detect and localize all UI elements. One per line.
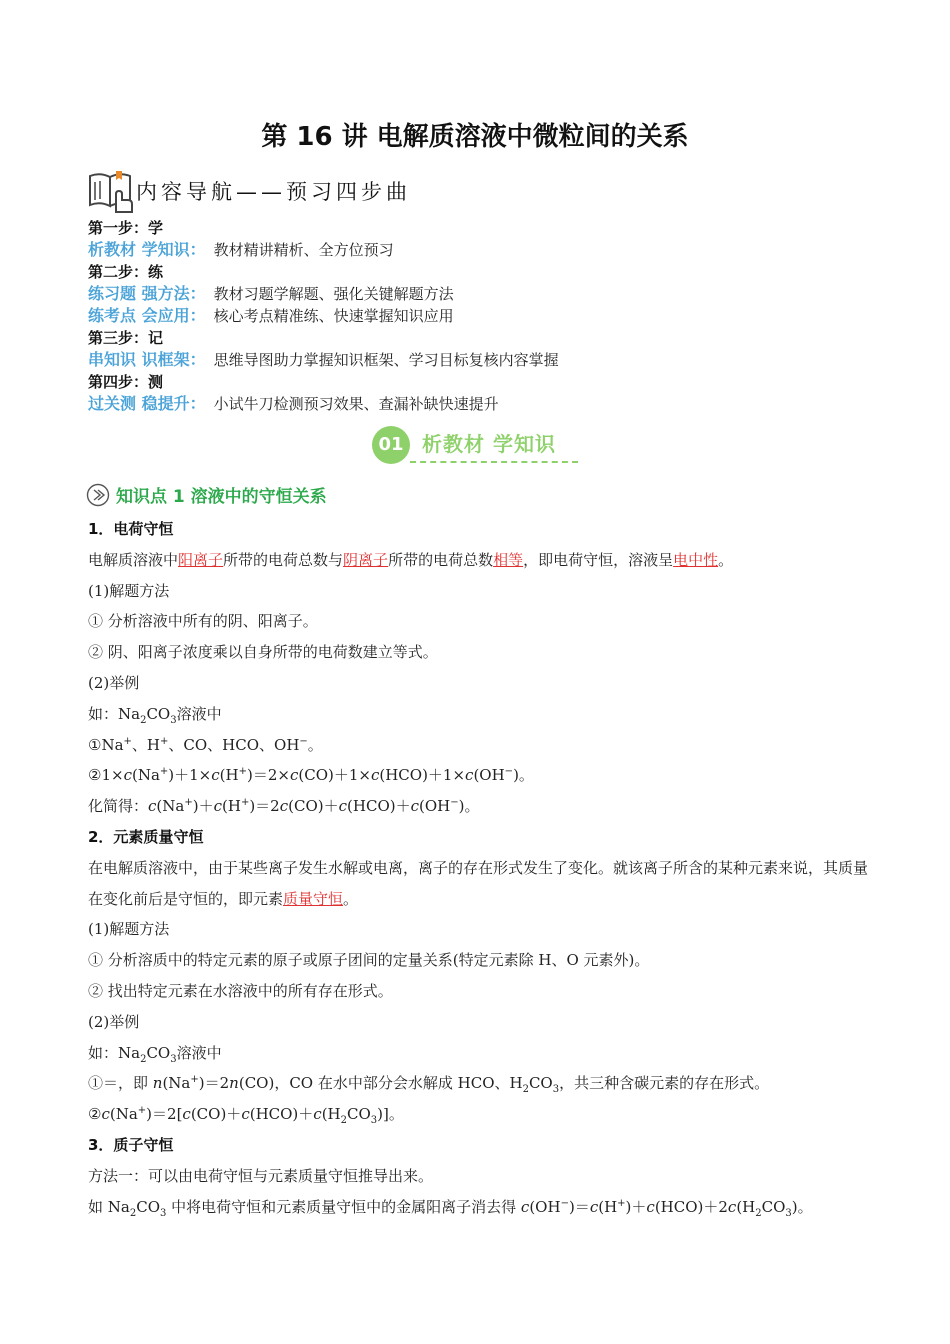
step-1-desc: 教材精讲精析、全方位预习 xyxy=(213,241,394,259)
book-hand-icon xyxy=(86,168,136,214)
banner-number: 01 xyxy=(372,426,410,464)
formula: ②1×c(Na+)＋1×c(H+)＝2×c(CO)＋1×c(HCO)＋1×c(OH−)。 xyxy=(88,766,534,785)
paragraph: ① 分析溶质中的特定元素的原子或原子团间的定量关系(特定元素除 H、O 元素外)。 xyxy=(88,951,650,970)
section-heading: 2．元素质量守恒 xyxy=(88,827,204,846)
formula: ①Na+、H+、CO、HCO、OH−。 xyxy=(88,735,323,754)
step-2b-desc: 核心考点精准练、快速掌握知识应用 xyxy=(213,307,454,325)
step-2-label: 第二步：练 xyxy=(88,263,164,281)
step-1-key: 析教材 学知识： xyxy=(88,240,206,259)
knowledge-point-title: 知识点 1 溶液中的守恒关系 xyxy=(116,487,327,507)
section-heading: 3．质子守恒 xyxy=(88,1135,174,1154)
paragraph: ② 阴、阳离子浓度乘以自身所带的电荷数建立等式。 xyxy=(88,643,438,662)
banner-dash xyxy=(410,461,578,463)
section-banner xyxy=(370,424,580,466)
paragraph: 电解质溶液中阳离子所带的电荷总数与阴离子所带的电荷总数相等，即电荷守恒，溶液呈电中性。 xyxy=(88,550,734,569)
step-3-desc: 思维导图助力掌握知识框架、学习目标复核内容掌握 xyxy=(213,351,559,369)
paragraph: (1)解题方法 xyxy=(88,581,170,600)
step-4-key: 过关测 稳提升： xyxy=(88,394,206,413)
section-heading: 1．电荷守恒 xyxy=(88,520,174,538)
paragraph: (1)解题方法 xyxy=(88,920,170,939)
paragraph: 方法一：可以由电荷守恒与元素质量守恒推导出来。 xyxy=(88,1166,434,1185)
step-1-label: 第一步：学 xyxy=(88,219,164,237)
paragraph: 在电解质溶液中，由于某些离子发生水解或电离，离子的存在形式发生了变化。就该离子所含的某种元素来说，其质量在变化前后是守恒的，即元素质量守恒。 xyxy=(88,858,869,908)
step-4-label: 第四步：测 xyxy=(88,373,164,391)
preview-steps xyxy=(88,217,888,415)
step-4-desc: 小试牛刀检测预习效果、查漏补缺快速提升 xyxy=(213,395,499,413)
step-3-label: 第三步：记 xyxy=(88,329,164,347)
banner-text: 析教材 学知识 xyxy=(422,432,556,456)
paragraph: 如：$Na_2CO_3$溶液中 xyxy=(88,1043,222,1065)
content-body xyxy=(88,514,868,1222)
formula: 化简得：c(Na+)＋c(H+)＝2c(CO)＋c(HCO)＋c(OH−)。 xyxy=(88,797,480,816)
nav-header xyxy=(86,168,411,214)
step-2a-key: 练习题 强方法： xyxy=(88,284,206,303)
step-2a-desc: 教材习题学解题、强化关键解题方法 xyxy=(213,285,454,303)
page-title: 第 16 讲 电解质溶液中微粒间的关系 xyxy=(261,122,689,152)
paragraph: ② 找出特定元素在水溶液中的所有存在形式。 xyxy=(88,981,393,1000)
paragraph: (2)举例 xyxy=(88,673,140,692)
chevron-circle-icon xyxy=(86,483,110,507)
paragraph: ① 分析溶液中所有的阴、阳离子。 xyxy=(88,612,318,631)
step-2b-key: 练考点 会应用： xyxy=(88,306,206,325)
formula: 如 $Na_2CO_3$ 中将电荷守恒和元素质量守恒中的金属阳离子消去得 $c(OH^-)=c(H^+)+c(HCO)+2c(H_2CO_3)$。 xyxy=(88,1197,813,1219)
formula: ①＝，即 n(Na+)＝2n(CO)，CO 在水中部分会水解成 HCO、$H_2CO_3$，共三种含碳元素的存在形式。 xyxy=(88,1074,770,1096)
nav-title: 内容导航——预习四步曲 xyxy=(136,180,411,204)
knowledge-point-header xyxy=(86,482,327,507)
step-3-key: 串知识 识框架： xyxy=(88,350,206,369)
formula: $②c(Na^+)=2[c(CO)+c(HCO)+c(H_2CO_3)]$。 xyxy=(88,1105,404,1127)
paragraph: (2)举例 xyxy=(88,1012,140,1031)
paragraph: 如：$Na_2CO_3$溶液中 xyxy=(88,704,222,726)
